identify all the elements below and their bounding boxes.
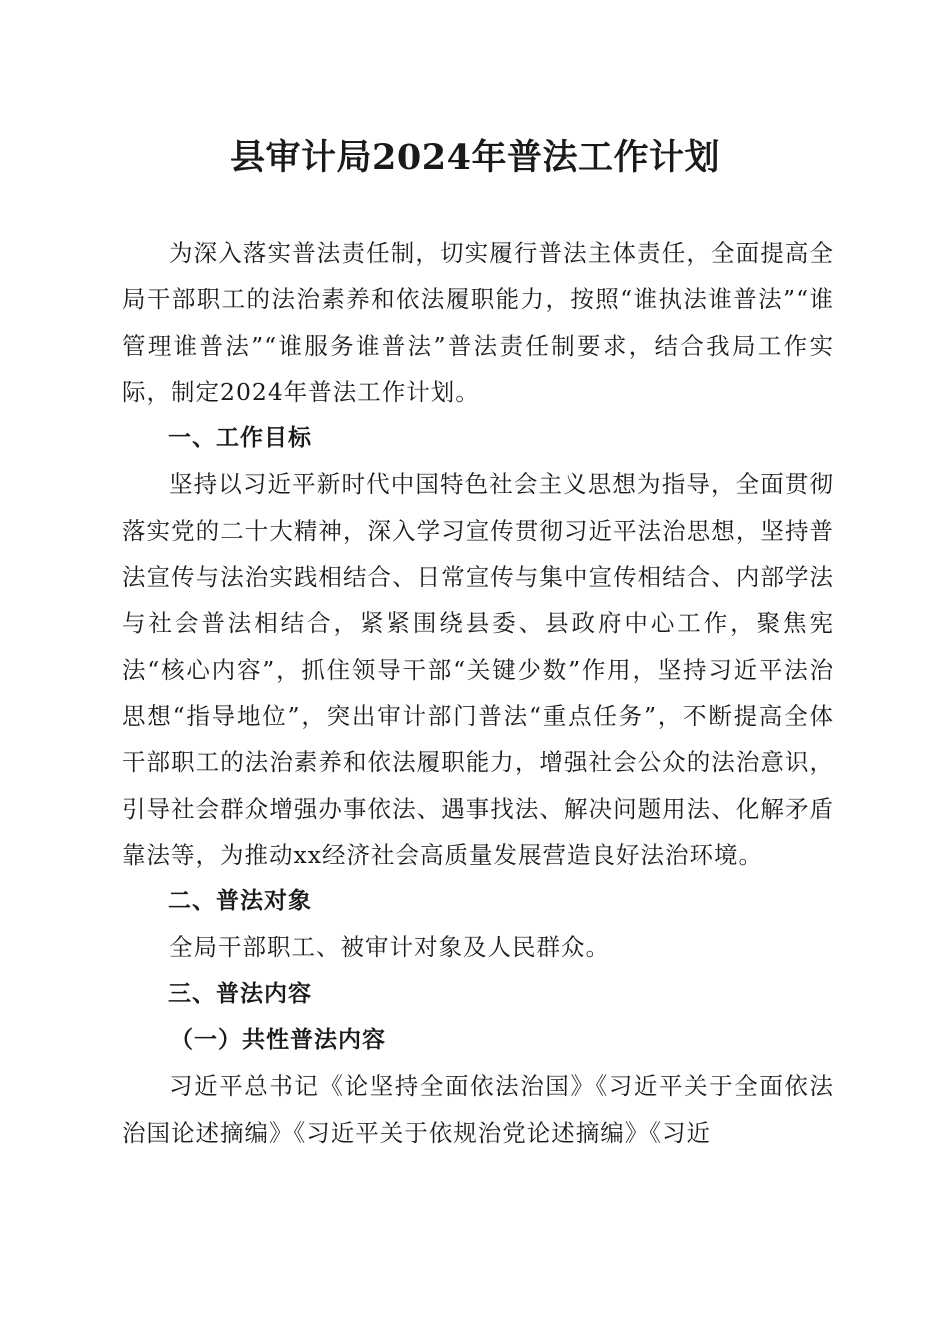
section-text-content: 习近平总书记《论坚持全面依法治国》《习近平关于全面依法治国论述摘编》《习近平关于依规治党论述摘编》《习近 [122,1072,834,1147]
document-body [122,230,834,1156]
section-heading-content: 三、普法内容 [168,980,312,1007]
section-text-audience: 全局干部职工、被审计对象及人民群众。 [169,933,610,962]
section-text-goals: 坚持以习近平新时代中国特色社会主义思想为指导，全面贯彻落实党的二十大精神，深入学习宣传贯彻习近平法治思想，坚持普法宣传与法治实践相结合、日常宣传与集中宣传相结合、内部学法与社会普法相结合，紧紧围绕县委、县政府中心工作，聚焦宪法“核心内容”，抓住领导干部“关键少数”作用，坚持习近平法治思想“指导地位”，突出审计部门普法“重点任务”，不断提高全体干部职工的法治素养和依法履职能力，增强社会公众的法治意识，引导社会群众增强办事依法、遇事找法、解决问题用法、化解矛盾靠法等，为推动xx经济社会高质量发展营造良好法治环境。 [122,470,834,869]
section-heading-goals: 一、工作目标 [168,425,312,452]
intro-paragraph: 为深入落实普法责任制，切实履行普法主体责任，全面提高全局干部职工的法治素养和依法履职能力，按照“谁执法谁普法”“谁管理谁普法”“谁服务谁普法”普法责任制要求，结合我局工作实际，制定2024年普法工作计划。 [122,239,834,406]
subsection-heading-common-content: （一）共性普法内容 [170,1026,386,1054]
section-heading-audience: 二、普法对象 [168,888,312,915]
document-title: 县审计局2024年普法工作计划 [230,137,720,178]
